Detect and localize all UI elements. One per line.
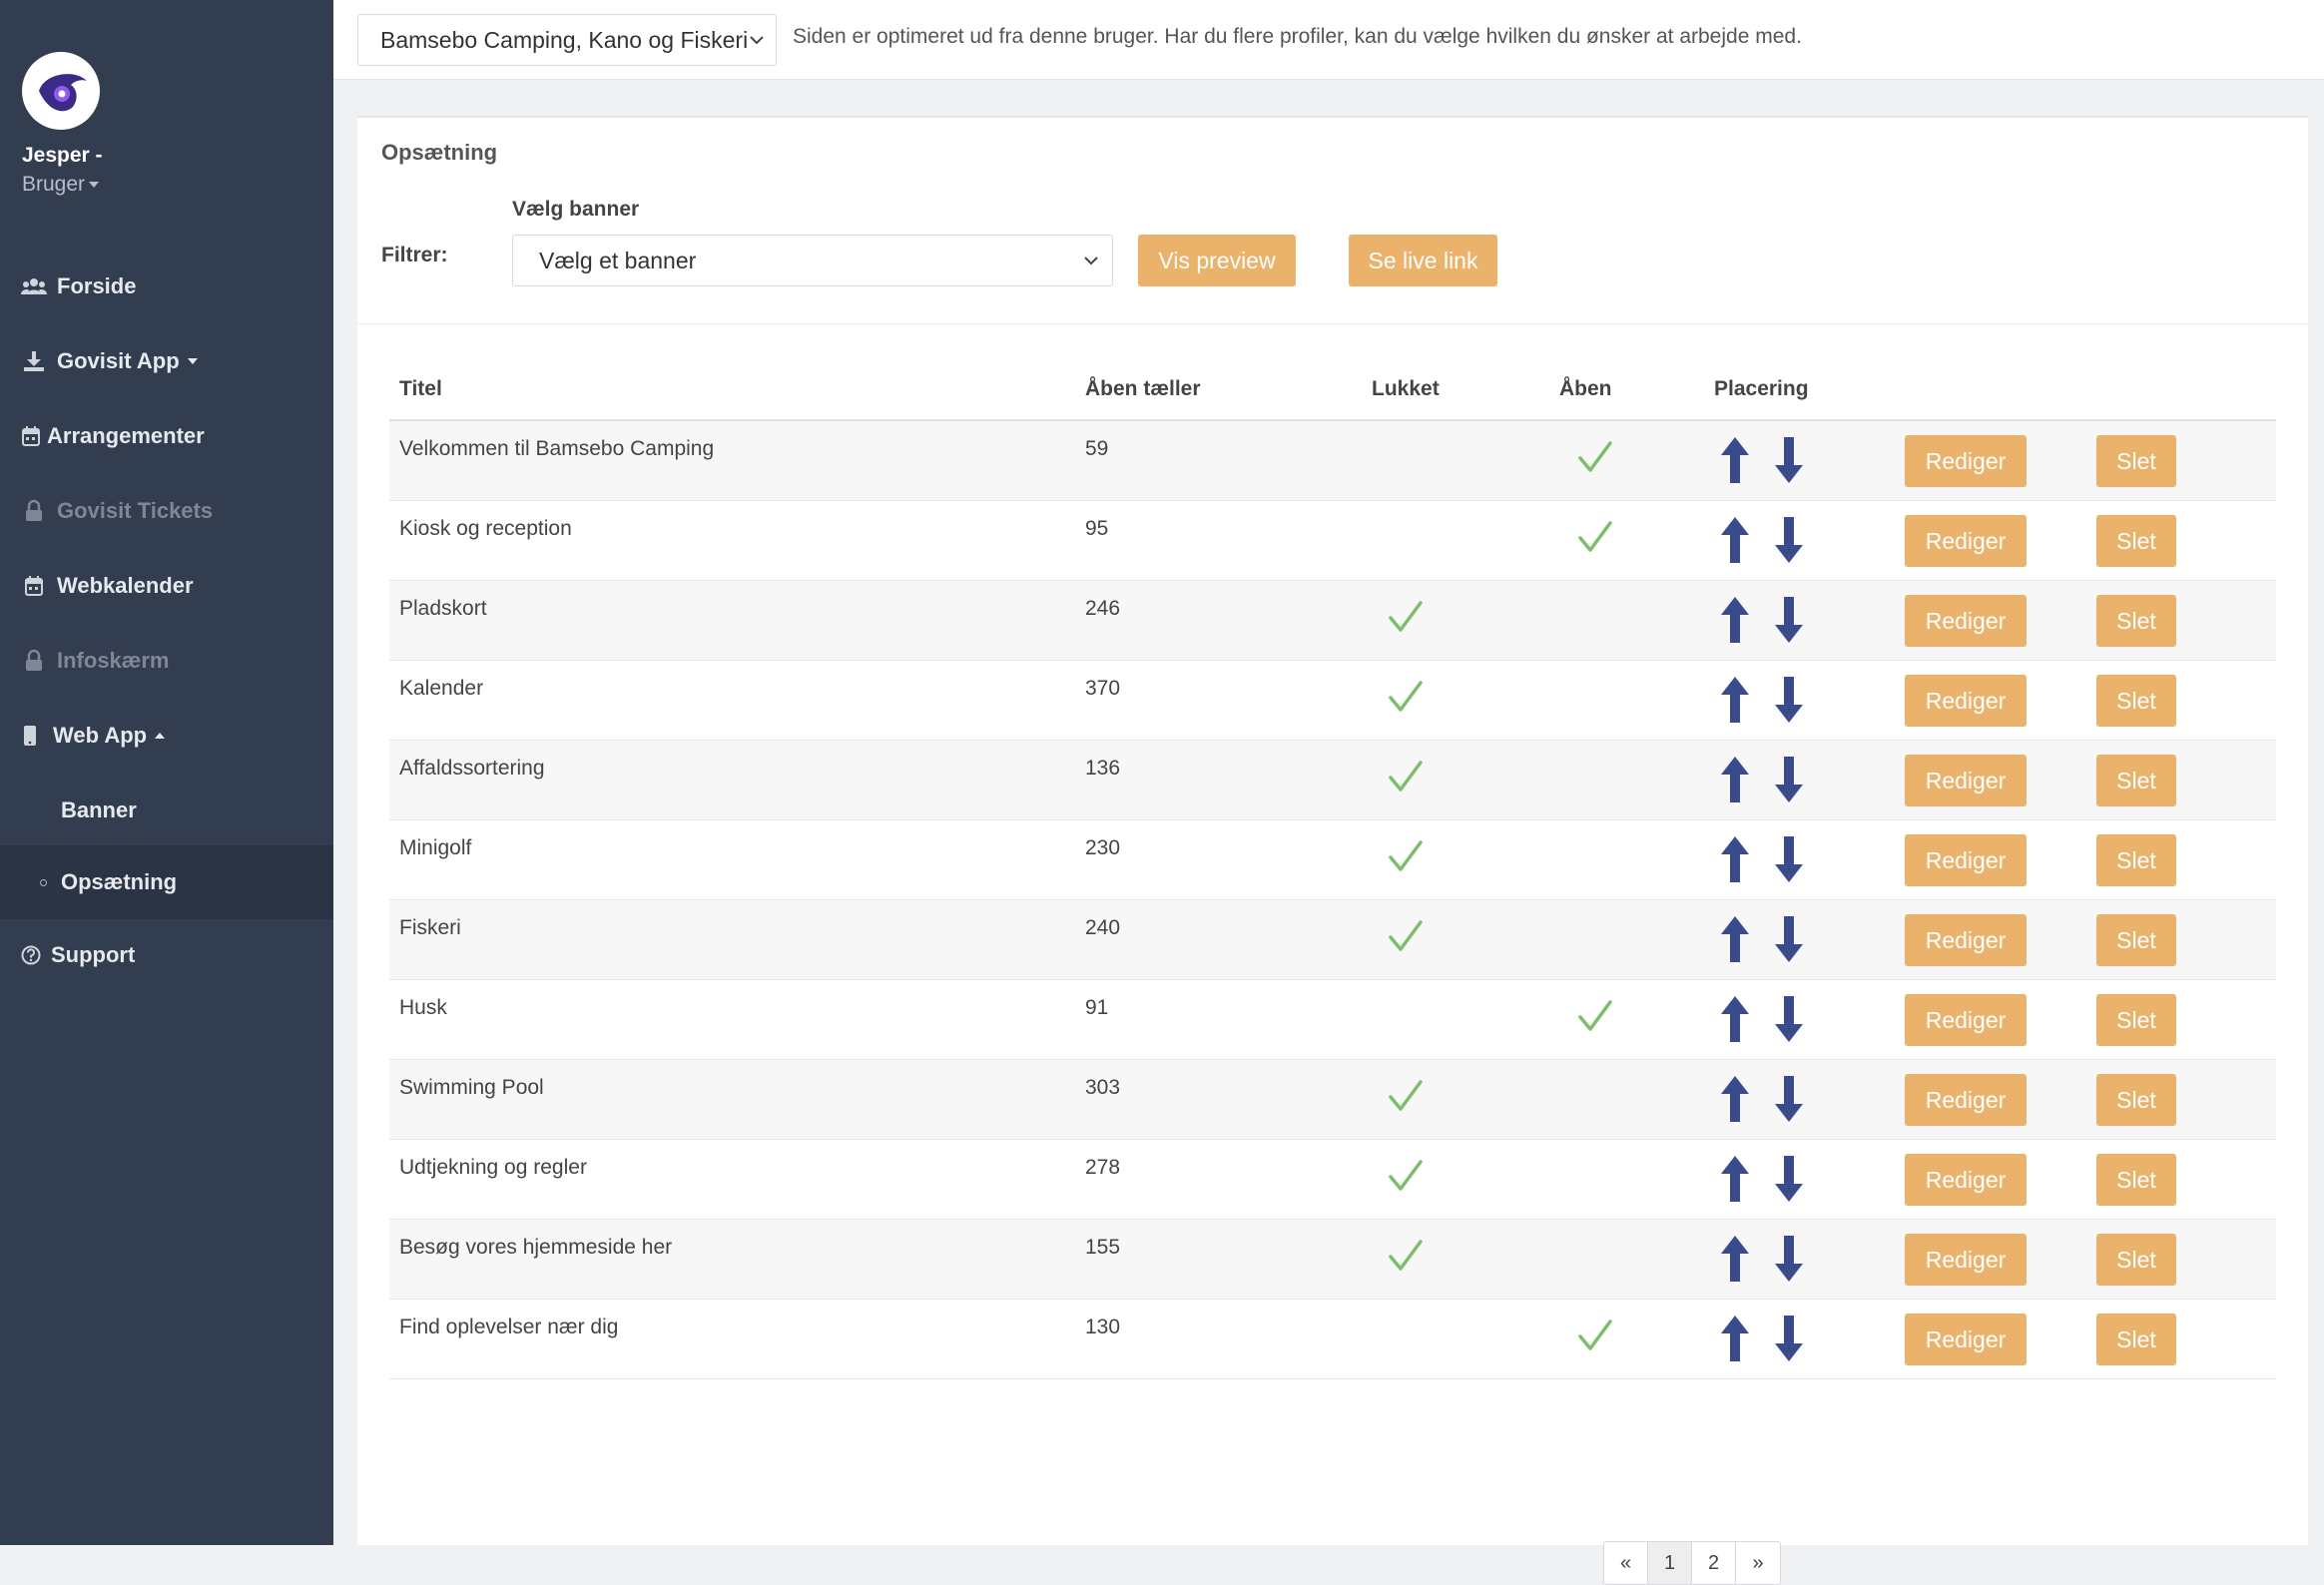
sidebar-item-label: Arrangementer [47,423,205,448]
row-title: Udtjekning og regler [399,1156,587,1179]
move-down-icon[interactable] [1774,755,1804,809]
edit-button[interactable]: Rediger [1905,994,2027,1046]
banner-select-label: Vælg banner [512,198,640,221]
row-title: Besøg vores hjemmeside her [399,1236,673,1259]
edit-button[interactable]: Rediger [1905,515,2027,567]
checkmark-icon [1388,759,1424,799]
edit-button[interactable]: Rediger [1905,675,2027,727]
edit-button[interactable]: Rediger [1905,435,2027,487]
edit-button[interactable]: Rediger [1905,914,2027,966]
table-row [389,900,2276,980]
move-down-icon[interactable] [1774,834,1804,889]
table-row [389,421,2276,501]
sidebar [0,0,333,1545]
row-open-count: 230 [1085,836,1121,859]
calendar-icon [21,573,47,599]
delete-button[interactable]: Slet [2096,435,2176,487]
chevron-down-icon [748,31,766,49]
move-up-icon[interactable] [1720,755,1750,809]
row-open-count: 91 [1085,996,1109,1019]
divider [357,323,2308,324]
table-row [389,1300,2276,1379]
edit-button[interactable]: Rediger [1905,1074,2027,1126]
pagination-next[interactable]: » [1752,1551,1764,1574]
move-down-icon[interactable] [1774,1154,1804,1209]
delete-button[interactable]: Slet [2096,1074,2176,1126]
row-open-count: 136 [1085,757,1121,780]
row-open-count: 303 [1085,1076,1121,1099]
move-down-icon[interactable] [1774,994,1804,1049]
row-title: Swimming Pool [399,1076,544,1099]
table-row [389,980,2276,1060]
move-up-icon[interactable] [1720,1314,1750,1368]
delete-button[interactable]: Slet [2096,914,2176,966]
column-header-open-count: Åben tæller [1085,377,1201,400]
sidebar-item-webkalender[interactable] [0,551,333,621]
edit-button[interactable]: Rediger [1905,1154,2027,1206]
profile-select[interactable] [357,14,777,66]
row-open-count: 370 [1085,677,1121,700]
question-circle-icon [21,942,41,968]
move-up-icon[interactable] [1720,595,1750,650]
column-header-title: Titel [399,377,442,400]
user-role-dropdown[interactable] [22,173,103,197]
sidebar-item-label: Govisit Tickets [57,498,214,523]
move-down-icon[interactable] [1774,595,1804,650]
move-up-icon[interactable] [1720,1154,1750,1209]
sidebar-item-label: Infoskærm [57,648,170,673]
table-row [389,820,2276,900]
circle-icon [40,879,47,886]
sidebar-item-arrangementer[interactable] [0,401,333,471]
checkmark-icon [1577,519,1613,560]
setup-panel [357,116,2308,1574]
pagination-page-2[interactable]: 2 [1692,1542,1736,1584]
caret-down-icon [89,182,99,188]
table-row [389,1060,2276,1140]
checkmark-icon [1577,998,1613,1039]
govisit-logo-icon [31,61,91,121]
pagination-page-1[interactable]: 1 [1648,1542,1692,1584]
row-title: Fiskeri [399,916,461,939]
user-profile [22,52,103,197]
move-down-icon[interactable] [1774,914,1804,969]
row-open-count: 95 [1085,517,1109,540]
row-open-count: 278 [1085,1156,1121,1179]
profile-note: Siden er optimeret ud fra denne bruger. Har du flere profiler, kan du vælge hvilken du ønsker at arbejde med. [793,25,1802,48]
column-header-closed: Lukket [1372,377,1440,400]
user-name: Jesper - [22,144,103,167]
move-down-icon[interactable] [1774,1234,1804,1289]
delete-button[interactable]: Slet [2096,994,2176,1046]
move-up-icon[interactable] [1720,1234,1750,1289]
row-title: Kalender [399,677,484,700]
page-title: Opsætning [381,140,498,165]
move-up-icon[interactable] [1720,675,1750,730]
checkmark-icon [1577,439,1613,480]
row-title: Husk [399,996,447,1019]
sidebar-item-govisit-tickets[interactable] [0,476,333,546]
lock-icon [21,648,47,674]
row-open-count: 59 [1085,437,1109,460]
chevron-down-icon [1082,252,1100,269]
column-header-placement: Placering [1714,377,1809,400]
sidebar-item-label: Web App [53,723,148,748]
row-open-count: 240 [1085,916,1121,939]
move-up-icon[interactable] [1720,914,1750,969]
move-down-icon[interactable] [1774,675,1804,730]
row-open-count: 246 [1085,597,1121,620]
edit-button[interactable]: Rediger [1905,834,2027,886]
sidebar-item-support[interactable] [0,920,333,990]
delete-button[interactable]: Slet [2096,1234,2176,1286]
delete-button[interactable]: Slet [2096,675,2176,727]
move-down-icon[interactable] [1774,1314,1804,1368]
edit-button[interactable]: Rediger [1905,755,2027,806]
live-link-button[interactable]: Se live link [1349,235,1497,286]
move-up-icon[interactable] [1720,834,1750,889]
table-row [389,1140,2276,1220]
calendar-icon [21,423,41,449]
table-row [389,661,2276,741]
move-down-icon[interactable] [1774,435,1804,490]
sidebar-item-label: Opsætning [61,869,178,894]
edit-button[interactable]: Rediger [1905,1314,2027,1365]
move-up-icon[interactable] [1720,1074,1750,1129]
delete-button[interactable]: Slet [2096,755,2176,806]
sidebar-item-infoskaerm[interactable] [0,626,333,696]
user-role: Bruger [22,173,86,196]
delete-button[interactable]: Slet [2096,834,2176,886]
checkmark-icon [1388,1078,1424,1119]
sidebar-item-opsaetning[interactable] [0,845,333,919]
pagination-prev[interactable]: « [1604,1542,1648,1584]
table-header [389,355,2276,421]
move-down-icon[interactable] [1774,515,1804,570]
banner-select-value: Vælg et banner [539,248,697,273]
row-open-count: 155 [1085,1236,1121,1259]
checkmark-icon [1577,1318,1613,1358]
row-title: Velkommen til Bamsebo Camping [399,437,715,460]
table-row [389,741,2276,820]
edit-button[interactable]: Rediger [1905,1234,2027,1286]
sidebar-item-web-app[interactable] [0,701,333,771]
banner-select[interactable] [512,235,1113,286]
sidebar-item-forside[interactable] [0,252,333,321]
delete-button[interactable]: Slet [2096,595,2176,647]
caret-down-icon [188,358,198,364]
move-up-icon[interactable] [1720,994,1750,1049]
column-header-open: Åben [1559,377,1612,400]
checkmark-icon [1388,679,1424,720]
sidebar-item-label: Forside [57,273,137,298]
table-row [389,501,2276,581]
preview-button[interactable]: Vis preview [1138,235,1296,286]
row-title: Kiosk og reception [399,517,572,540]
row-title: Find oplevelser nær dig [399,1316,619,1338]
edit-button[interactable]: Rediger [1905,595,2027,647]
sidebar-item-govisit-app[interactable] [0,326,333,396]
checkmark-icon [1388,1158,1424,1199]
avatar[interactable] [22,52,100,130]
banner-table [389,355,2276,1379]
move-up-icon[interactable] [1720,435,1750,490]
row-open-count: 130 [1085,1316,1121,1338]
delete-button[interactable]: Slet [2096,515,2176,567]
checkmark-icon [1388,918,1424,959]
mobile-icon [21,723,39,749]
circle-icon [40,807,47,814]
checkmark-icon [1388,838,1424,879]
delete-button[interactable]: Slet [2096,1314,2176,1365]
checkmark-icon [1388,1238,1424,1279]
download-icon [21,348,47,374]
topbar [333,0,2324,80]
move-up-icon[interactable] [1720,515,1750,570]
sidebar-item-label: Webkalender [57,573,194,598]
row-title: Affaldssortering [399,757,545,780]
sidebar-item-label: Support [51,942,136,967]
sidebar-item-label: Govisit App [57,348,180,373]
delete-button[interactable]: Slet [2096,1154,2176,1206]
lock-icon [21,498,47,524]
sidebar-item-banner[interactable] [0,776,333,845]
pagination [1603,1541,1781,1585]
row-title: Pladskort [399,597,487,620]
row-title: Minigolf [399,836,472,859]
caret-up-icon [155,733,165,739]
users-icon [21,273,47,299]
profile-select-value: Bamsebo Camping, Kano og Fiskeri [380,27,749,53]
checkmark-icon [1388,599,1424,640]
move-down-icon[interactable] [1774,1074,1804,1129]
table-row [389,1220,2276,1300]
table-row [389,581,2276,661]
sidebar-item-label: Banner [61,797,137,822]
filter-label: Filtrer: [381,244,448,266]
